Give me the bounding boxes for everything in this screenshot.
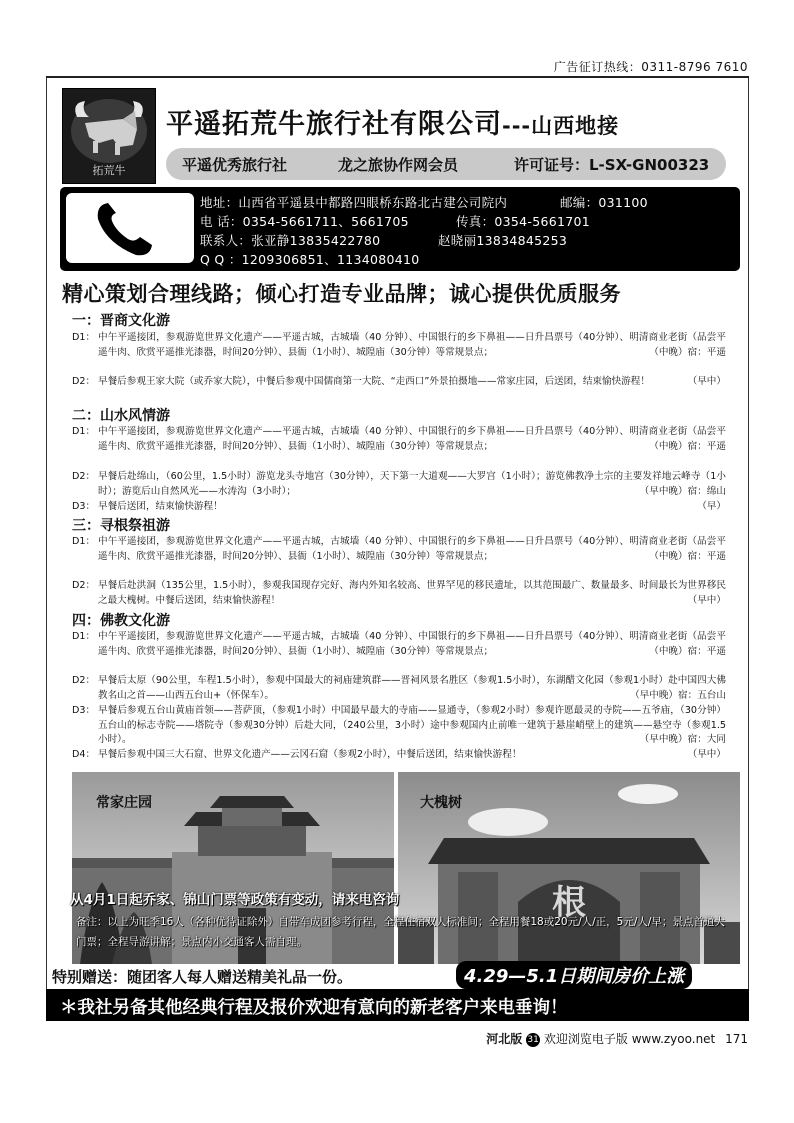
- day-meal: （早中晚）宿：五台山: [624, 689, 726, 704]
- itinerary-day: [72, 674, 726, 703]
- day-text: 中午平遥接团，参观游览世界文化遗产——平遥古城，古城墙（40 分钟）、中国银行的乡下鼻祖——日升昌票号（40分钟）、明清商业老街（品尝平遥牛肉、欣赏平遥推光漆器，时间20分钟）、县衙（1小时）、城隍庙（30分钟）等常规景点；: [98, 536, 726, 562]
- day-text: 中午平遥接团，参观游览世界文化遗产——平遥古城，古城墙（40 分钟）、中国银行的乡下鼻祖——日升昌票号（40分钟）、明清商业老街（品尝平遥牛肉、欣赏平遥推光漆器，时间20分钟）、县衙（1小时）、城隍庙（30分钟）等常规景点；: [98, 332, 726, 358]
- day-label: D2：: [72, 675, 96, 686]
- footer-banner-text: ＊我社另备其他经典行程及报价欢迎有意向的新老客户来电垂询！: [60, 998, 568, 1018]
- day-text: 早餐后太原（90公里，车程1.5小时），参观中国最大的祠庙建筑群——晋祠风景名胜区（参观1.5小时），东湖醋文化园（参观1小时）赴中国四大佛教名山之首——山西五台山+（怀保车）。: [98, 675, 726, 701]
- badge-excellent-agency: 平遥优秀旅行社: [182, 156, 288, 174]
- day-meal: （早中晚）宿：绵山: [634, 485, 726, 500]
- day-meal: （中晚）宿：平遥: [643, 440, 726, 455]
- policy-change-notice: 从4月1日起乔家、锦山门票等政策有变动，请来电咨询: [70, 892, 400, 908]
- day-meal: （中晚）宿：平遥: [643, 346, 726, 361]
- tour-title-jinshang: 一：晋商文化游: [72, 313, 170, 329]
- day-meal: （早中）: [682, 375, 726, 390]
- itinerary-day: [72, 748, 726, 763]
- credential-bar: [166, 148, 726, 180]
- itinerary-day: [72, 535, 726, 564]
- day-meal: （早中）: [682, 594, 726, 609]
- root-sign-character: 根: [552, 883, 586, 923]
- day-meal: （中晚）宿：平遥: [643, 645, 726, 660]
- day-text: 中午平遥接团，参观游览世界文化遗产——平遥古城，古城墙（40 分钟）、中国银行的乡下鼻祖——日升昌票号（40分钟）、明清商业老街（品尝平遥牛肉、欣赏平遥推光漆器，时间20分钟）、县衙（1小时）、城隍庙（30分钟）等常规景点；: [98, 631, 726, 657]
- qq-text: Q Q ：1209306851、1134080410: [200, 252, 420, 267]
- logo-caption: 拓荒牛: [92, 164, 126, 177]
- remark-text: 备注：以上为旺季16人（各种优待证除外）自带车成团参考行程，全程住宿双人标准间；全程用餐18或20元/人/正，5元/人/早；景点首道大门票；全程导游讲解；景点内小交通客人需自理。: [76, 916, 725, 948]
- phone-box: [66, 193, 194, 263]
- badge-license: 许可证号：L-SX-GN00323: [514, 156, 710, 174]
- badge-network-member: 龙之旅协作网会员: [338, 156, 459, 174]
- day-meal: （早中晚）宿：大同: [634, 733, 726, 748]
- day-label: D1：: [72, 332, 96, 343]
- contact-person-2: 赵晓丽13834845253: [438, 233, 568, 248]
- day-meal: （早）: [691, 500, 726, 515]
- photo-label-right: 大槐树: [420, 795, 462, 811]
- tour-title-xungen: 三：寻根祭祖游: [72, 518, 170, 534]
- company-name: 平遥拓荒牛旅行社有限公司: [166, 109, 502, 140]
- photo-label-left: 常家庄园: [96, 795, 152, 811]
- ad-hotline: 广告征订热线：0311-8796 7610: [553, 60, 748, 74]
- day-label: D2：: [72, 580, 96, 591]
- ox-logo-icon: [63, 89, 155, 169]
- itinerary-day: [72, 579, 726, 608]
- telephone-icon: [66, 193, 194, 263]
- day-text: 早餐后参观五台山黄庙首领——菩萨顶，（参观1小时）中国最早最大的寺庙——显通寺，（参观2小时）参观许愿最灵的寺院——五爷庙，（30分钟）五台山的标志寺院——塔院寺（参观30分钟）后赴大同，（240公里，3小时）途中参观国内止前唯一建筑于悬崖峭壁上的建筑——悬空寺（参观1.5小时）。: [98, 705, 726, 746]
- contact-panel: [60, 187, 740, 271]
- day-label: D3：: [72, 705, 96, 716]
- day-text: 早餐后赴洪洞（135公里，1.5小时），参观我国现存完好、海内外知名较高、世界罕见的移民遗址，以其范围最广、数量最多、时间最长为世界移民之最大槐树。中餐后送团，结束愉快游程！: [98, 580, 726, 606]
- company-suffix: ---山西地接: [502, 114, 620, 138]
- gift-offer: 特别赠送：随团客人每人赠送精美礼品一份。: [52, 968, 353, 986]
- fax-text: 传真：0354-5661701: [456, 214, 590, 229]
- slogan: 精心策划合理线路；倾心打造专业品牌；诚心提供优质服务: [62, 282, 621, 306]
- tour-title-fojiao: 四：佛教文化游: [72, 613, 170, 629]
- address-text: 地址：山西省平遥县中都路四眼桥东路北古建公司院内: [200, 195, 508, 210]
- itinerary-day: [72, 500, 726, 515]
- footer-banner: [46, 989, 749, 1021]
- itinerary-day: [72, 331, 726, 360]
- website-text[interactable]: 欢迎浏览电子版 www.zyoo.net: [543, 1032, 716, 1046]
- day-text: 早餐后参观中国三大石窟、世界文化遗产——云冈石窟（参观2小时），中餐后送团，结束愉快游程！: [98, 749, 522, 760]
- itinerary-day: [72, 375, 726, 390]
- itinerary-day: [72, 425, 726, 454]
- day-label: D4：: [72, 749, 96, 760]
- itinerary-day: [72, 630, 726, 659]
- itinerary-day: [72, 704, 726, 748]
- day-text: 早餐后送团，结束愉快游程！: [98, 501, 223, 512]
- edition-badge-icon: 31: [527, 1034, 539, 1045]
- page-number: 171: [725, 1032, 748, 1046]
- day-label: D3：: [72, 501, 96, 512]
- phone-text: 电 话：0354-5661711、5661705: [200, 214, 409, 229]
- day-text: 中午平遥接团，参观游览世界文化遗产——平遥古城，古城墙（40 分钟）、中国银行的乡下鼻祖——日升昌票号（40分钟）、明清商业老街（品尝平遥牛肉、欣赏平遥推光漆器，时间20分钟）、县衙（1小时）、城隍庙（30分钟）等常规景点；: [98, 426, 726, 452]
- day-text: 早餐后参观王家大院（或乔家大院），中餐后参观中国儒商第一大院、“走西口”外景拍摄地——常家庄园，后送团，结束愉快游程！: [98, 376, 650, 387]
- day-text: 早餐后赴绵山，（60公里，1.5小时）游览龙头寺地宫（30分钟），天下第一大道观——大罗宫（1小时）；游览佛教净土宗的主要发祥地云峰寺（1小时）；游览后山自然风光——水涛沟（3小时）；: [98, 471, 726, 497]
- company-logo: [62, 88, 156, 184]
- edition-label: 河北版: [486, 1032, 523, 1046]
- page-footer: [486, 1030, 748, 1047]
- contact-person-1: 联系人：张亚静13835422780: [200, 233, 381, 248]
- day-label: D1：: [72, 536, 96, 547]
- itinerary-day: [72, 470, 726, 499]
- day-label: D1：: [72, 631, 96, 642]
- day-meal: （早中）: [682, 748, 726, 763]
- tour-title-shanshui: 二：山水风情游: [72, 408, 170, 424]
- postcode-text: 邮编：031100: [560, 195, 648, 210]
- price-rise-badge: 4.29—5.1日期间房价上涨: [456, 961, 692, 989]
- day-label: D2：: [72, 376, 96, 387]
- company-title: [166, 102, 619, 141]
- day-label: D2：: [72, 471, 96, 482]
- day-meal: （中晚）宿：平遥: [643, 550, 726, 565]
- day-label: D1：: [72, 426, 96, 437]
